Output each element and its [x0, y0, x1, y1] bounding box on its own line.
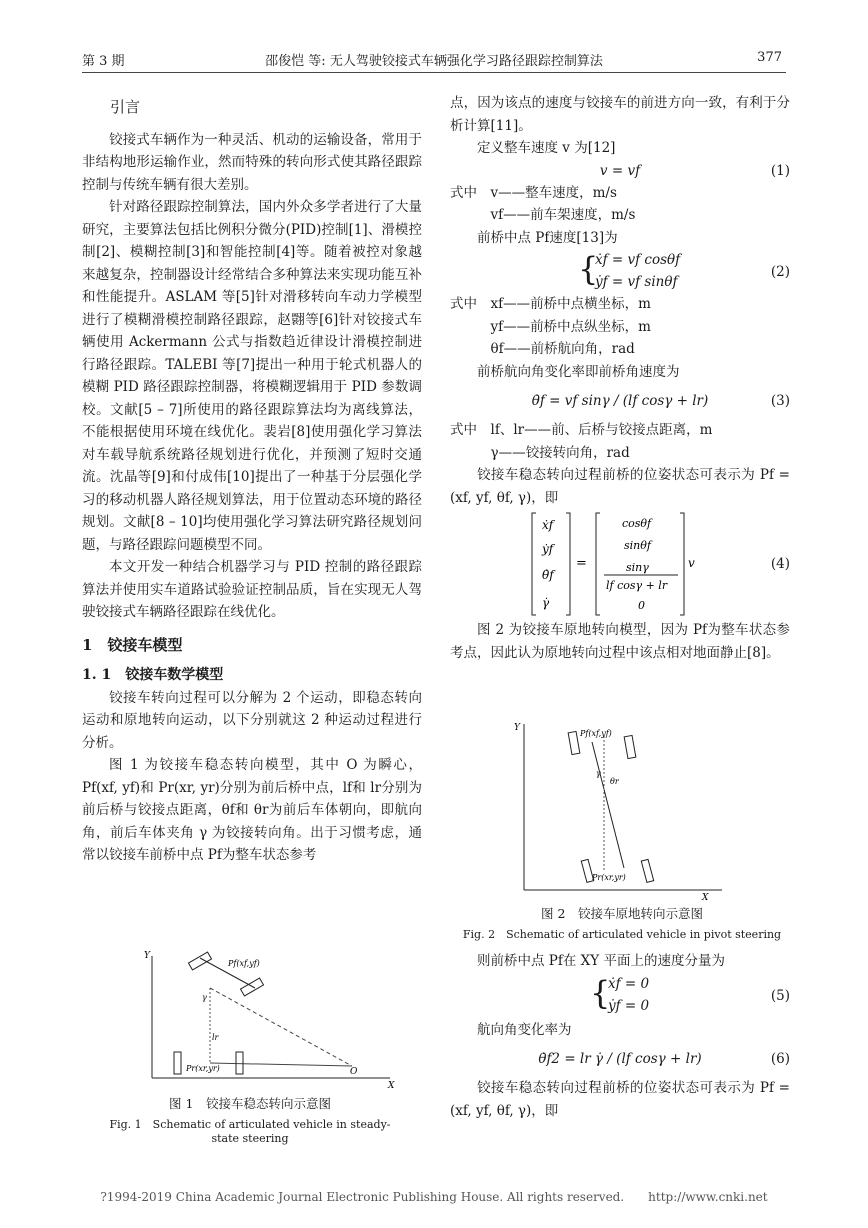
- issue-number: 第 3 期: [82, 54, 125, 69]
- definition: 式中 v——整车速度，m/s: [450, 184, 617, 201]
- svg-text:O: O: [350, 1067, 358, 1077]
- svg-text:Y: Y: [514, 723, 520, 733]
- svg-text:Pf(xf,yf): Pf(xf,yf): [228, 959, 260, 968]
- svg-text:0: 0: [638, 599, 645, 612]
- right-column-lower: [450, 950, 790, 1122]
- svg-text:Pr(xr,yr): Pr(xr,yr): [592, 873, 626, 882]
- paragraph: 图 1 为铰接车稳态转向模型，其中 O 为瞬心，Pf(xf, yf)和 Pr(xr, yr)分别为前后桥中点，lf和 lr分别为前后桥与铰接点距离，θf和 θr为前后车体朝向，即航向角，前后车体夹角 γ 为铰接转向角。出于习惯考虑，通常以铰接车前桥中点 Pf为整车状态参考: [82, 757, 422, 863]
- svg-text:X: X: [388, 1081, 395, 1088]
- equation-4: ẋf ẏf θ̇f γ̇ = cosθf sinθf sinγ lf cosγ + lr 0 v (4): [450, 509, 790, 619]
- paragraph: 前桥航向角变化率即前桥角速度为: [477, 363, 680, 380]
- figure-1-diagram: [140, 948, 400, 1088]
- paragraph: 前桥中点 Pf速度[13]为: [477, 229, 618, 246]
- paragraph: 定义整车速度 v 为[12]: [477, 140, 616, 156]
- paragraph: 铰接车稳态转向过程前桥的位姿状态可表示为 Pf = (xf, yf, θf, γ)，即: [450, 467, 790, 506]
- figure-2-caption-cn: 图 2 铰接车原地转向示意图: [541, 906, 703, 921]
- paragraph: 航向角变化率为: [477, 1021, 572, 1038]
- intro-heading: 引言: [110, 98, 141, 116]
- svg-text:γ: γ: [596, 769, 601, 778]
- definition: 式中 lf、lr——前、后桥与铰接点距离，m: [450, 422, 713, 438]
- svg-text:γ̇: γ̇: [542, 596, 550, 610]
- definition: yf——前桥中点纵坐标，m: [490, 318, 651, 335]
- paragraph: 针对路径跟踪控制算法，国内外众多学者进行了大量研究，主要算法包括比例积分微分(PID)控制[1]、滑模控制[2]、模糊控制[3]和智能控制[4]等。随着被控对象越来越复杂，控制器设计经常结合多种算法来实现功能互补和性能提升。ASLAM 等[5]针对滑移转向车动力学模型进行了模糊滑模控制路径跟踪，赵翾等[6]针对铰接式车辆使用 Ackermann 公式与指数趋近律设计滑模控制进行路径跟踪。TALEBI 等[7]提出一种用于轮式机器人的模糊 PID 路径跟踪控制器，将模糊逻辑用于 PID 参数调校。文献[5 – 7]所使用的路径跟踪算法均为离线算法，不能根据使用环境在线优化。裴岩[8]使用强化学习算法对车载导航系统路径规划进行优化，并预测了短时交通流。沈晶等[9]和付成伟[10]提出了一种基于分层强化学习的移动机器人路径规划算法，用于位置动态环境的路径规划。文献[8 – 10]均使用强化学习算法研究路径规划问题，与路径跟踪问题模型不同。: [82, 199, 422, 553]
- equation-3: θ̇f = vf sinγ / (lf cosγ + lr) (3): [531, 393, 790, 409]
- running-title: 邵俊恺 等: 无人驾驶铰接式车辆强化学习路径跟踪控制算法: [265, 54, 603, 69]
- definition: vf——前车架速度，m/s: [490, 207, 636, 223]
- right-column: [450, 92, 790, 664]
- svg-text:v: v: [688, 556, 695, 570]
- svg-text:γ: γ: [202, 993, 207, 1002]
- svg-text:lf cosγ + lr: lf cosγ + lr: [606, 579, 668, 592]
- paragraph: 图 2 为铰接车原地转向模型，因为 Pf为整车状态参考点，因此认为原地转向过程中该点相对地面静止[8]。: [450, 622, 790, 661]
- svg-text:ẏf: ẏf: [542, 542, 554, 556]
- header-rule: [82, 72, 786, 73]
- equation-2: { ẋf = vf cosθf ẏf = vf sinθf (2): [578, 250, 790, 290]
- equation-1: v = vf (1): [599, 162, 790, 179]
- left-column: [82, 96, 422, 867]
- equation-6: θ̇f2 = lr γ̇ / (lf cosγ + lr) (6): [538, 1051, 790, 1067]
- section-heading: 1 铰接车模型: [82, 635, 183, 654]
- svg-text:Y: Y: [144, 951, 150, 961]
- definition: 式中 xf——前桥中点横坐标，m: [450, 296, 651, 312]
- svg-text:cosθf: cosθf: [622, 517, 652, 530]
- svg-text:ẋf: ẋf: [542, 518, 554, 532]
- definition: θf——前桥航向角，rad: [490, 341, 635, 357]
- footer-copyright: ?1994-2019 China Academic Journal Electronic Publishing House. All rights reserved. http://www.cnki.net: [100, 1190, 768, 1204]
- figure-2: [462, 720, 782, 942]
- paragraph: 铰接车稳态转向过程前桥的位姿状态可表示为 Pf = (xf, yf, θf, γ)，即: [450, 1080, 790, 1119]
- figure-1-caption-en: Fig. 1 Schematic of articulated vehicle in steady-state steering: [109, 1118, 391, 1145]
- svg-text:=: =: [576, 556, 587, 571]
- figure-2-diagram: [512, 720, 732, 900]
- paragraph: 则前桥中点 Pf在 XY 平面上的速度分量为: [477, 953, 725, 969]
- svg-text:sinγ: sinγ: [626, 561, 649, 574]
- equation-5: { ẋf = 0 ẏf = 0 (5): [590, 973, 790, 1014]
- svg-text:lr: lr: [212, 1033, 219, 1042]
- subsection-heading: 1. 1 铰接车数学模型: [82, 667, 224, 683]
- paragraph: 铰接车转向过程可以分解为 2 个运动，即稳态转向运动和原地转向运动，以下分别就这 2 种运动过程进行分析。: [82, 689, 422, 751]
- paragraph: 点，因为该点的速度与铰接车的前进方向一致，有利于分析计算[11]。: [450, 95, 790, 134]
- paragraph: 铰接式车辆作为一种灵活、机动的运输设备，常用于非结构地形运输作业，然而特殊的转向形式使其路径跟踪控制与传统车辆有很大差别。: [82, 131, 422, 193]
- figure-1: [100, 948, 400, 1145]
- svg-text:Pf(xf,yf): Pf(xf,yf): [580, 729, 612, 738]
- figure-1-caption-cn: 图 1 铰接车稳态转向示意图: [169, 1096, 331, 1111]
- svg-text:θ̇f: θ̇f: [542, 568, 554, 582]
- svg-text:sinθf: sinθf: [624, 539, 651, 552]
- svg-text:Pr(xr,yr): Pr(xr,yr): [186, 1064, 220, 1073]
- definition: γ——铰接转向角，rad: [490, 444, 630, 461]
- paragraph: 本文开发一种结合机器学习与 PID 控制的路径跟踪算法并使用实车道路试验验证控制品质，旨在实现无人驾驶铰接式车辆路径跟踪在线优化。: [82, 559, 422, 620]
- figure-2-caption-en: Fig. 2 Schematic of articulated vehicle in pivot steering: [462, 928, 782, 941]
- svg-text:θr: θr: [610, 777, 619, 786]
- svg-text:X: X: [702, 893, 709, 900]
- page-number: 377: [757, 50, 782, 65]
